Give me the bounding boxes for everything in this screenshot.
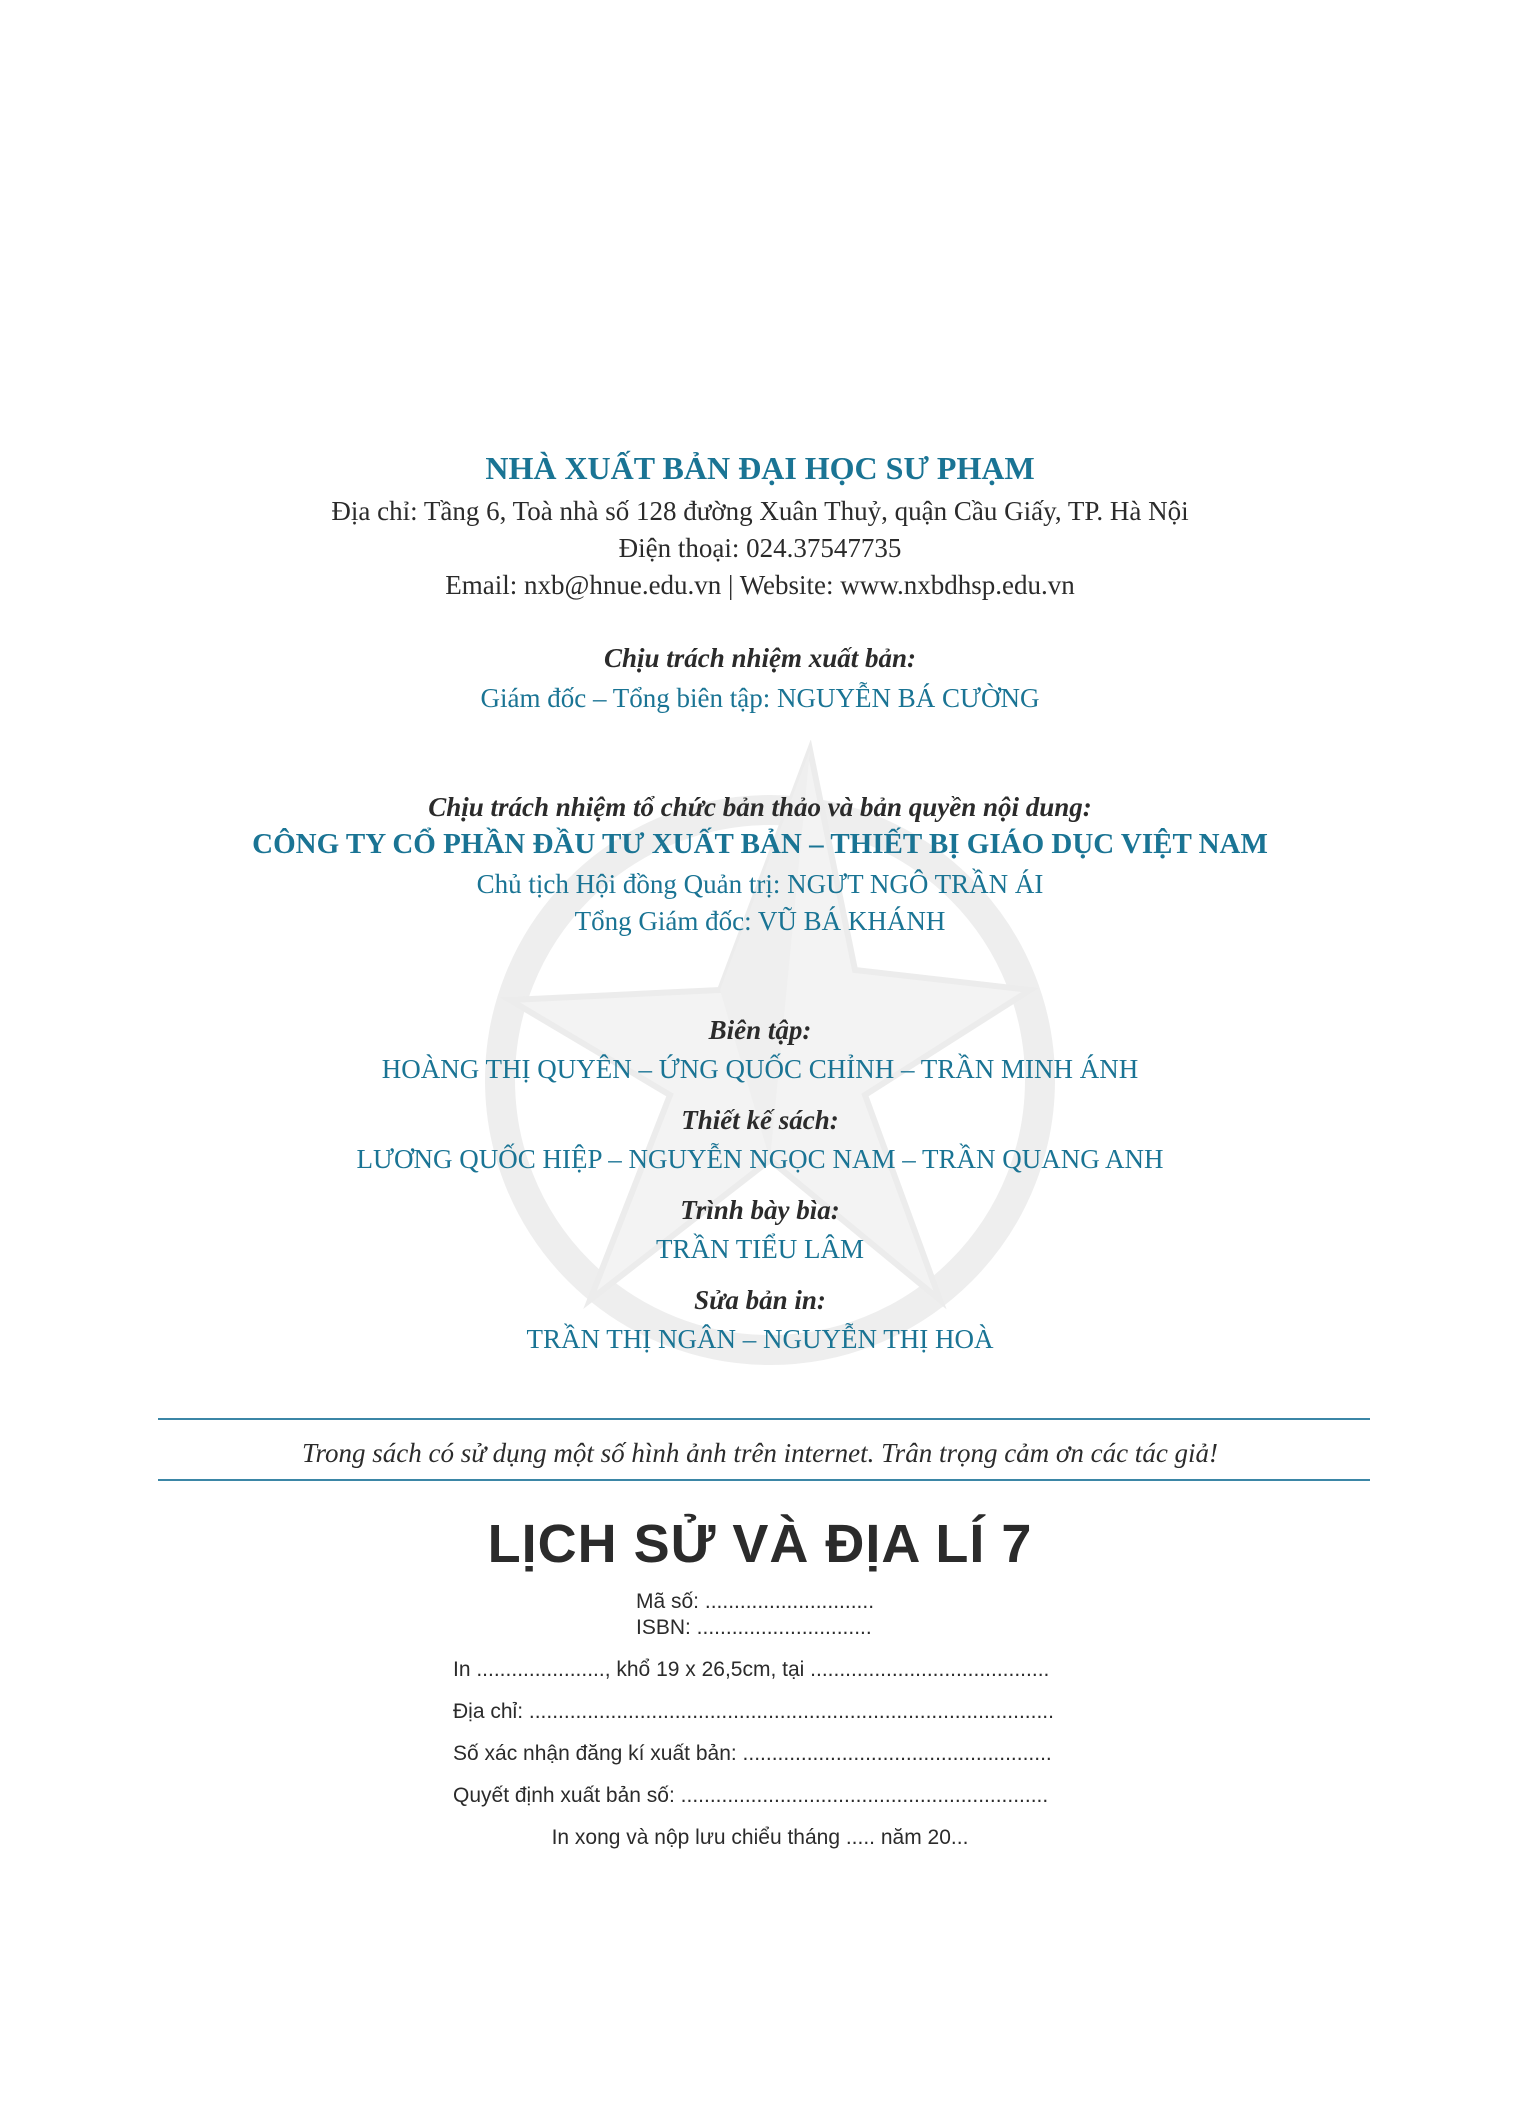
credit-role: Thiết kế sách: xyxy=(681,1105,839,1135)
credit-role: Sửa bản in: xyxy=(694,1285,826,1315)
credit-names: TRẦN THỊ NGÂN – NGUYỄN THỊ HOÀ xyxy=(526,1324,994,1354)
publisher-name: NHÀ XUẤT BẢN ĐẠI HỌC SƯ PHẠM xyxy=(485,450,1035,486)
deposit-line: In xong và nộp lưu chiểu tháng ..... năm 20... xyxy=(551,1826,969,1849)
credit-names: TRẦN TIỂU LÂM xyxy=(656,1234,864,1264)
publisher-contact: Email: nxb@hnue.edu.vn | Website: www.nxbdhsp.edu.vn xyxy=(445,570,1075,600)
credit-role: Biên tập: xyxy=(708,1015,812,1045)
publisher-phone: Điện thoại: 024.37547735 xyxy=(618,533,902,563)
divider-top xyxy=(158,1418,1370,1420)
credit-names: HOÀNG THỊ QUYÊN – ỨNG QUỐC CHỈNH – TRẦN MINH ÁNH xyxy=(381,1054,1139,1084)
print-line: In ......................, khổ 19 x 26,5cm, tại ......................................... xyxy=(453,1658,1050,1681)
content-responsibility-heading: Chịu trách nhiệm tổ chức bản thảo và bản quyền nội dung: xyxy=(428,792,1092,822)
credit-role: Trình bày bìa: xyxy=(680,1195,840,1225)
printer-address-line: Địa chỉ: .......................................................................................... xyxy=(453,1700,1054,1723)
book-code: Mã số: ............................. xyxy=(636,1590,875,1613)
credit-names: LƯƠNG QUỐC HIỆP – NGUYỄN NGỌC NAM – TRẦN QUANG ANH xyxy=(356,1144,1164,1174)
decision-line: Quyết định xuất bản số: ............................................................... xyxy=(453,1784,1049,1807)
chairman-line: Chủ tịch Hội đồng Quản trị: NGƯT NGÔ TRẦN ÁI xyxy=(476,869,1044,899)
book-isbn: ISBN: .............................. xyxy=(636,1616,872,1639)
publisher-address: Địa chỉ: Tầng 6, Toà nhà số 128 đường Xuân Thuỷ, quận Cầu Giấy, TP. Hà Nội xyxy=(331,496,1189,526)
company-name: CÔNG TY CỔ PHẦN ĐẦU TƯ XUẤT BẢN – THIẾT BỊ GIÁO DỤC VIỆT NAM xyxy=(252,828,1268,860)
publishing-responsibility-person: Giám đốc – Tổng biên tập: NGUYỄN BÁ CƯỜNG xyxy=(480,683,1040,713)
director-line: Tổng Giám đốc: VŨ BÁ KHÁNH xyxy=(574,906,946,936)
thanks-note: Trong sách có sử dụng một số hình ảnh trên internet. Trân trọng cảm ơn các tác giả! xyxy=(301,1438,1219,1468)
registration-line: Số xác nhận đăng kí xuất bản: ..................................................... xyxy=(453,1742,1052,1765)
book-title: LỊCH SỬ VÀ ĐỊA LÍ 7 xyxy=(487,1514,1033,1574)
publishing-responsibility-heading: Chịu trách nhiệm xuất bản: xyxy=(603,643,917,673)
divider-bottom xyxy=(158,1479,1370,1481)
